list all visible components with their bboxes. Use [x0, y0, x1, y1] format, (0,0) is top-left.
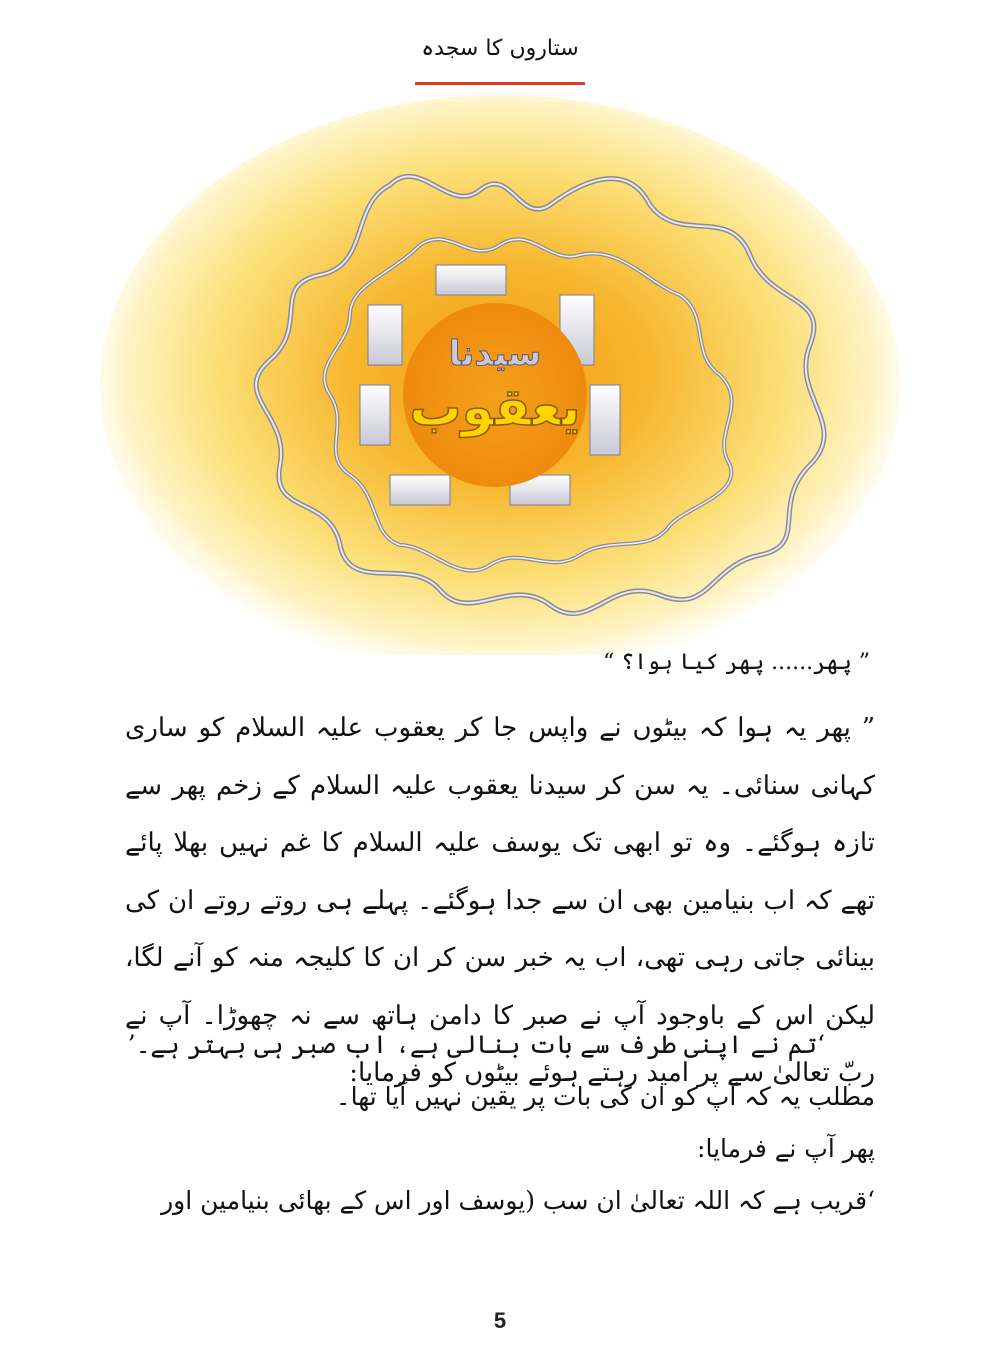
- story-paragraph: ” پھر یہ ہوا کہ بیٹوں نے واپس جا کر یعقوب علیہ السلام کو ساری کہانی سنائی۔ یہ سن کر سیدنا یعقوب علیہ السلام کے زخم پھر سے تازہ ہوگئے۔ وہ تو ابھی تک یوسف علیہ السلام کا غم نہیں بھلا پائے تھے کہ اب بنیامین بھی ان سے جدا ہوگئے۔ پہلے ہی روتے روتے ان کی بینائی جاتی رہی تھی، اب یہ خبر سن کر ان کا کلیجہ منہ کو آنے لگا، لیکن اس کے باوجود آپ نے صبر کا دامن ہاتھ سے نہ چھوڑا۔ آپ نے ربّ تعالیٰ سے پر امید رہتے ہوئے بیٹوں کو فرمایا:: [125, 713, 875, 1088]
- center-title-small: سیدنا: [448, 334, 542, 374]
- body-line-3: پھر آپ نے فرمایا:: [697, 1134, 875, 1163]
- question-line: ” پھر...... پھر کیا ہوا؟ “: [603, 650, 870, 675]
- page-number: 5: [493, 1308, 507, 1333]
- body-line-2: مطلب یہ کہ آپ کو ان کی بات پر یقین نہیں آیا تھا۔: [335, 1082, 875, 1111]
- quote-line-4: ‘قریب ہے کہ اللہ تعالیٰ ان سب (یوسف اور اس کے بھائی بنیامین اور: [161, 1186, 875, 1215]
- quote-line-1: ‘تم نے اپنی طرف سے بات بنالی ہے، اب صبر ہی بہتر ہے۔’: [127, 1030, 825, 1059]
- title-illustration: [90, 95, 910, 655]
- center-title-large: یعقوب: [409, 378, 581, 438]
- page-header-title: ستاروں کا سجدہ: [421, 36, 579, 61]
- header-underline: [415, 82, 585, 85]
